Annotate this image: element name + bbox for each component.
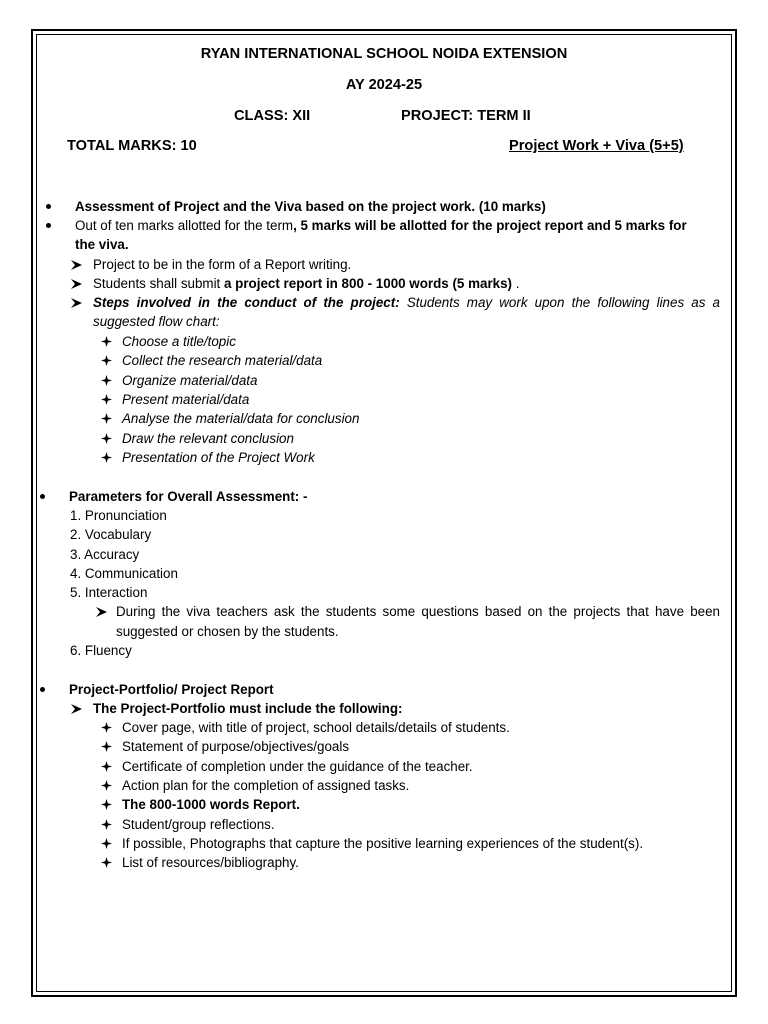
diamond-bullet-icon [101,741,112,752]
parameter-item: 5. Interaction [70,585,148,600]
diamond-bullet-icon [101,857,112,868]
interaction-note: During the viva teachers ask the students some questions based on the projects that have been [116,604,720,619]
portfolio-item: Student/group reflections. [122,816,275,832]
submission-item: Students shall submit a project report in 800 - 1000 words (5 marks) . [93,276,520,291]
class-label: CLASS: XII [234,108,311,124]
bullet-dot [46,204,51,209]
step-item: Present material/data [122,391,250,407]
bullet-dot [46,223,51,228]
parameters-heading: Parameters for Overall Assessment: - [69,489,308,504]
portfolio-heading: Project-Portfolio/ Project Report [69,682,274,697]
bullet-dot [40,494,45,499]
arrow-bullet-icon [70,703,84,715]
portfolio-item: List of resources/bibliography. [122,855,299,871]
parameter-item: 1. Pronunciation [70,508,167,523]
diamond-bullet-icon [101,799,112,810]
diamond-bullet-icon [101,394,112,405]
diamond-bullet-icon [101,838,112,849]
step-item: Choose a title/topic [122,334,236,349]
assessment-bullet: Assessment of Project and the Viva based on the project work. (10 marks) [75,199,546,214]
marks-split: Project Work + Viva (5+5) [509,138,684,154]
steps-intro-continued: suggested flow chart: [93,314,220,329]
portfolio-item: Cover page, with title of project, school details/details of students. [122,720,510,735]
academic-year: AY 2024-25 [345,77,423,93]
diamond-bullet-icon [101,433,112,444]
marks-allotment-bullet: Out of ten marks allotted for the term, 5 marks will be allotted for the project report and 5 marks for [75,218,687,233]
step-item: Analyse the material/data for conclusion [122,411,360,427]
step-item: Collect the research material/data [122,353,323,369]
steps-intro: Steps involved in the conduct of the project: Students may work upon the following lines as a [93,295,721,310]
diamond-bullet-icon [101,375,112,386]
parameter-item: 3. Accuracy [70,547,140,562]
report-form-item: Project to be in the form of a Report writing. [93,257,352,272]
diamond-bullet-icon [101,819,112,830]
portfolio-item: Action plan for the completion of assigned tasks. [122,777,410,793]
portfolio-item: Statement of purpose/objectives/goals [122,739,350,755]
school-name: RYAN INTERNATIONAL SCHOOL NOIDA EXTENSION [200,46,568,62]
diamond-bullet-icon [101,413,112,424]
step-item: Organize material/data [122,372,258,388]
portfolio-item: Certificate of completion under the guidance of the teacher. [122,758,473,774]
step-item: Draw the relevant conclusion [122,430,294,446]
diamond-bullet-icon [101,452,112,463]
step-item: Presentation of the Project Work [122,449,315,465]
diamond-bullet-icon [101,336,112,347]
arrow-bullet-icon [70,278,84,290]
diamond-bullet-icon [101,722,112,733]
arrow-bullet-icon [70,259,84,271]
diamond-bullet-icon [101,355,112,366]
interaction-note-continued: suggested or chosen by the students. [116,624,339,639]
portfolio-item: The 800-1000 words Report. [122,797,300,813]
arrow-bullet-icon [70,297,84,309]
diamond-bullet-icon [101,761,112,772]
parameter-item: 2. Vocabulary [70,527,152,542]
parameter-item: 4. Communication [70,566,178,581]
portfolio-subheading: The Project-Portfolio must include the following: [93,701,403,716]
parameter-item: 6. Fluency [70,643,132,658]
marks-allotment-continued: the viva. [75,237,129,252]
arrow-bullet-icon [95,606,109,618]
total-marks: TOTAL MARKS: 10 [67,138,197,154]
diamond-bullet-icon [101,780,112,791]
portfolio-item: If possible, Photographs that capture the positive learning experiences of the student(s). [122,835,644,851]
bullet-dot [40,687,45,692]
project-label: PROJECT: TERM II [401,108,531,124]
